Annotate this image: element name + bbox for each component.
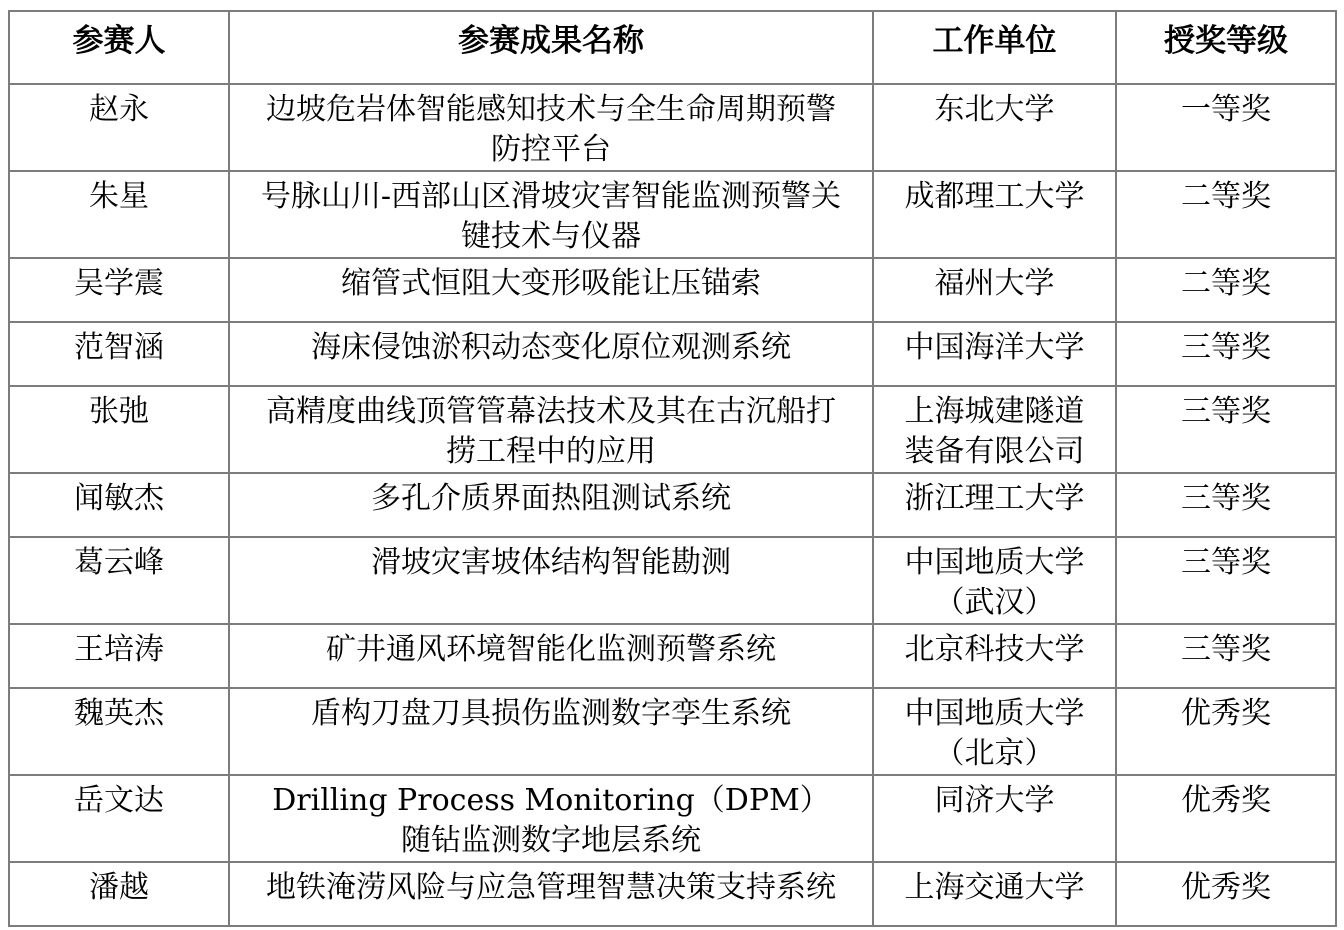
table-row [9, 84, 1336, 171]
cell-achievement: 地铁淹涝风险与应急管理智慧决策支持系统 [229, 862, 873, 926]
cell-participant: 岳文达 [9, 775, 229, 862]
column-header-achievement: 参赛成果名称 [229, 11, 873, 84]
table-row [9, 862, 1336, 926]
table-row [9, 473, 1336, 537]
cell-achievement: 多孔介质界面热阻测试系统 [229, 473, 873, 537]
cell-award: 三等奖 [1116, 386, 1336, 473]
cell-organization: 福州大学 [873, 258, 1116, 322]
table-row [9, 688, 1336, 775]
cell-achievement: 边坡危岩体智能感知技术与全生命周期预警防控平台 [229, 84, 873, 171]
column-header-award-level: 授奖等级 [1116, 11, 1336, 84]
cell-organization: 上海城建隧道装备有限公司 [873, 386, 1116, 473]
cell-award: 优秀奖 [1116, 688, 1336, 775]
cell-organization: 中国地质大学（北京） [873, 688, 1116, 775]
cell-award: 二等奖 [1116, 171, 1336, 258]
column-header-organization: 工作单位 [873, 11, 1116, 84]
cell-participant: 魏英杰 [9, 688, 229, 775]
cell-award: 三等奖 [1116, 473, 1336, 537]
cell-participant: 吴学震 [9, 258, 229, 322]
table-row [9, 775, 1336, 862]
table-row [9, 171, 1336, 258]
awards-table [8, 10, 1337, 927]
table-row [9, 322, 1336, 386]
table-row [9, 624, 1336, 688]
table-row [9, 386, 1336, 473]
cell-award: 三等奖 [1116, 537, 1336, 624]
cell-achievement: 盾构刀盘刀具损伤监测数字孪生系统 [229, 688, 873, 775]
cell-organization: 中国地质大学（武汉） [873, 537, 1116, 624]
cell-award: 优秀奖 [1116, 862, 1336, 926]
cell-award: 二等奖 [1116, 258, 1336, 322]
cell-award: 优秀奖 [1116, 775, 1336, 862]
cell-award: 一等奖 [1116, 84, 1336, 171]
cell-organization: 上海交通大学 [873, 862, 1116, 926]
cell-award: 三等奖 [1116, 322, 1336, 386]
cell-achievement: 高精度曲线顶管管幕法技术及其在古沉船打捞工程中的应用 [229, 386, 873, 473]
cell-achievement: 海床侵蚀淤积动态变化原位观测系统 [229, 322, 873, 386]
cell-participant: 赵永 [9, 84, 229, 171]
cell-participant: 闻敏杰 [9, 473, 229, 537]
cell-organization: 同济大学 [873, 775, 1116, 862]
cell-participant: 朱星 [9, 171, 229, 258]
table-row [9, 258, 1336, 322]
cell-organization: 成都理工大学 [873, 171, 1116, 258]
cell-participant: 王培涛 [9, 624, 229, 688]
cell-organization: 浙江理工大学 [873, 473, 1116, 537]
column-header-participant: 参赛人 [9, 11, 229, 84]
cell-organization: 中国海洋大学 [873, 322, 1116, 386]
table-row [9, 537, 1336, 624]
cell-participant: 葛云峰 [9, 537, 229, 624]
cell-award: 三等奖 [1116, 624, 1336, 688]
cell-achievement: Drilling Process Monitoring（DPM）随钻监测数字地层系统 [229, 775, 873, 862]
cell-achievement: 矿井通风环境智能化监测预警系统 [229, 624, 873, 688]
cell-achievement: 滑坡灾害坡体结构智能勘测 [229, 537, 873, 624]
cell-achievement: 缩管式恒阻大变形吸能让压锚索 [229, 258, 873, 322]
cell-participant: 张弛 [9, 386, 229, 473]
cell-participant: 潘越 [9, 862, 229, 926]
cell-participant: 范智涵 [9, 322, 229, 386]
cell-organization: 东北大学 [873, 84, 1116, 171]
cell-achievement: 号脉山川-西部山区滑坡灾害智能监测预警关键技术与仪器 [229, 171, 873, 258]
cell-organization: 北京科技大学 [873, 624, 1116, 688]
header-row [9, 11, 1336, 84]
